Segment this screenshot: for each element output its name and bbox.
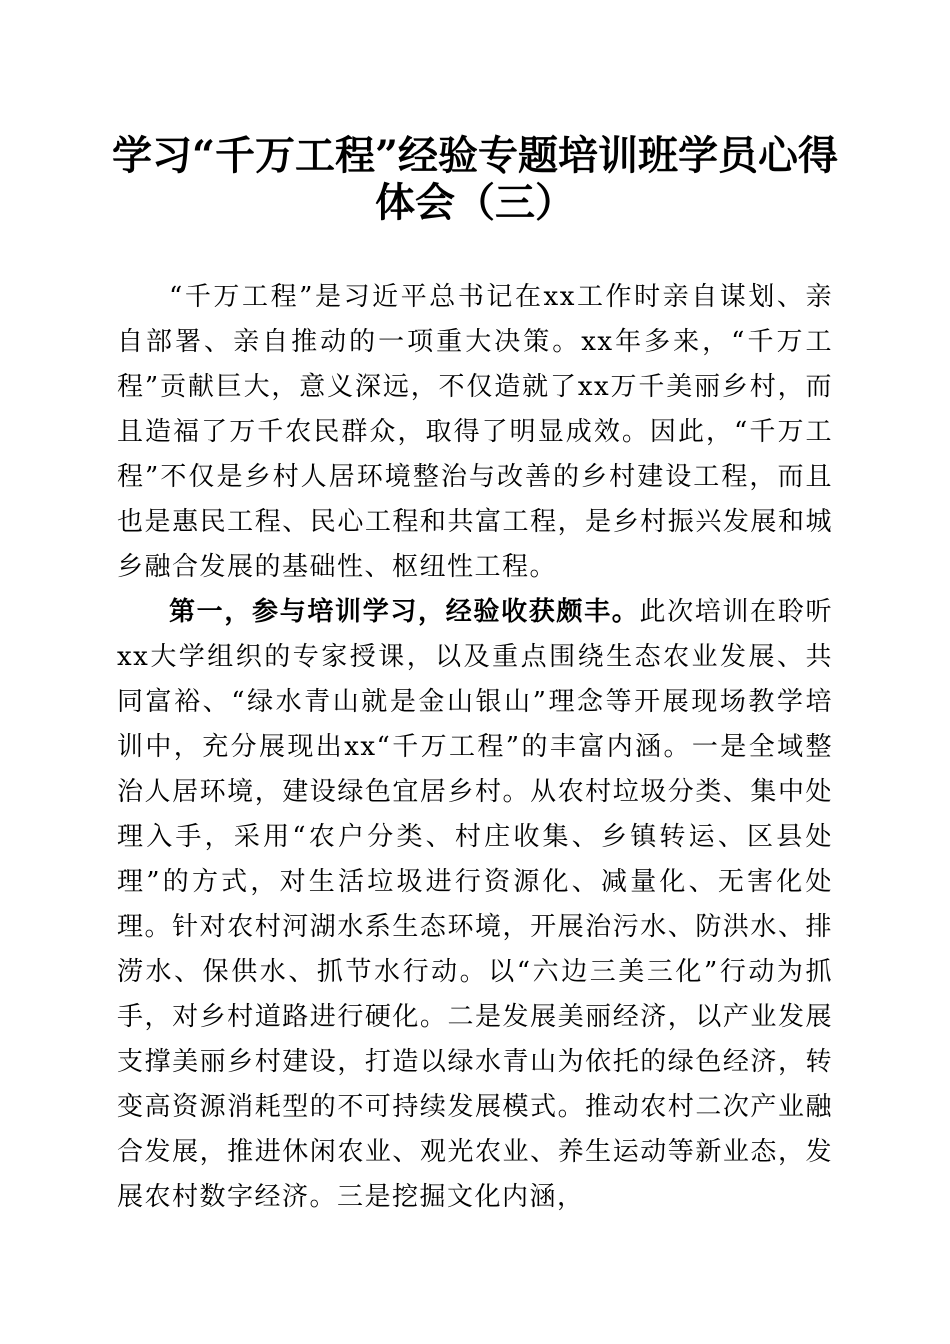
paragraph-first-point [117,590,833,1220]
document-body [117,275,833,1220]
paragraph-intro [117,275,833,590]
paragraph-first-point-lead: 第一，参与培训学习，经验收获颇丰。 [169,597,640,627]
paragraph-intro-text: “千万工程”是习近平总书记在xx工作时亲自谋划、亲自部署、亲自推动的一项重大决策。xx年多来，“千万工程”贡献巨大，意义深远，不仅造就了xx万千美丽乡村，而且造福了万千农民群众，取得了明显成效。因此，“千万工程”不仅是乡村人居环境整治与改善的乡村建设工程，而且也是惠民工程、民心工程和共富工程，是乡村振兴发展和城乡融合发展的基础性、枢纽性工程。 [117,282,833,582]
paragraph-first-point-text: 此次培训在聆听xx大学组织的专家授课，以及重点围绕生态农业发展、共同富裕、“绿水青山就是金山银山”理念等开展现场教学培训中，充分展现出xx“千万工程”的丰富内涵。一是全域整治人居环境，建设绿色宜居乡村。从农村垃圾分类、集中处理入手，采用“农户分类、村庄收集、乡镇转运、区县处理”的方式，对生活垃圾进行资源化、减量化、无害化处理。针对农村河湖水系生态环境，开展治污水、防洪水、排涝水、保供水、抓节水行动。以“六边三美三化”行动为抓手，对乡村道路进行硬化。二是发展美丽经济，以产业发展支撑美丽乡村建设，打造以绿水青山为依托的绿色经济，转变高资源消耗型的不可持续发展模式。推动农村二次产业融合发展，推进休闲农业、观光农业、养生运动等新业态，发展农村数字经济。三是挖掘文化内涵， [117,597,833,1212]
document-title: 学习“千万工程”经验专题培训班学员心得体会（三） [111,132,838,226]
